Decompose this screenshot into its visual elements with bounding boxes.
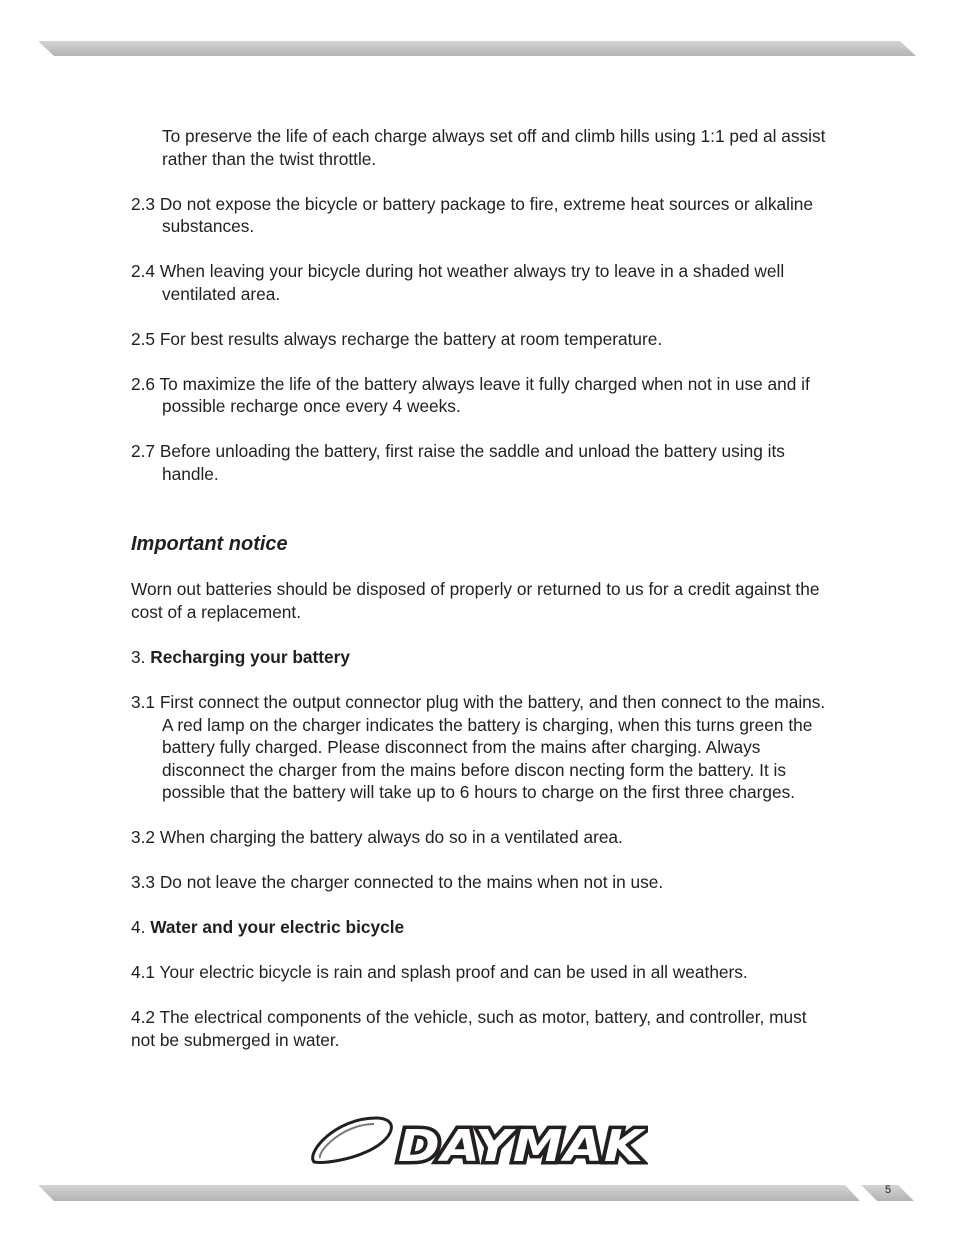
- section-3-number: 3.: [131, 647, 146, 668]
- page-content: [131, 125, 831, 1074]
- section-4-number: 4.: [131, 917, 146, 938]
- paragraph-3-3: 3.3 Do not leave the charger connected to the mains when not in use.: [131, 872, 664, 893]
- section-3-heading: [131, 646, 831, 669]
- bottom-footer-band: [0, 1180, 954, 1210]
- top-header-band: [0, 0, 954, 60]
- section-4-title: Water and your electric bicycle: [150, 917, 405, 938]
- paragraph-4-2: 4.2 The electrical components of the vehicle, such as motor, battery, and controller, must not be submerged in water.: [131, 1007, 807, 1050]
- paragraph-2-3: 2.3 Do not expose the bicycle or battery package to fire, extreme heat sources or alkaline substances.: [131, 193, 814, 237]
- paragraph-2-7: 2.7 Before unloading the battery, first raise the saddle and unload the battery using its handle.: [131, 441, 785, 484]
- paragraph-2-4: 2.4 When leaving your bicycle during hot weather always try to leave in a shaded well ventilated area.: [131, 261, 785, 304]
- paragraph-2-2-continued: To preserve the life of each charge always set off and climb hills using 1:1 ped al assist rather than the twist throttle.: [162, 126, 826, 169]
- paragraph-4-1: 4.1 Your electric bicycle is rain and splash proof and can be used in all weathers.: [131, 962, 748, 983]
- important-notice-heading: Important notice: [131, 533, 288, 556]
- section-3-title: Recharging your battery: [150, 647, 350, 668]
- important-notice-text: Worn out batteries should be disposed of properly or returned to us for a credit against the cost of a replacement.: [131, 579, 820, 623]
- paragraph-2-5: 2.5 For best results always recharge the battery at room temperature.: [131, 328, 663, 349]
- paragraph-3-2: 3.2 When charging the battery always do so in a ventilated area.: [131, 827, 623, 848]
- section-4-heading: [131, 916, 831, 939]
- daymak-logo: [306, 1112, 648, 1168]
- page-number: 5: [884, 1184, 892, 1196]
- paragraph-3-1: 3.1 First connect the output connector plug with the battery, and then connect to the mains. A red lamp on the charger indicates the battery is charging, when this turns green the battery fully charged. Please disconnect from the mains after charging. Always disconnect the charger from the mains before discon necting form the battery. It is possible that the battery will take up to 6 hours to charge on the first three charges.: [131, 692, 826, 803]
- paragraph-2-6: 2.6 To maximize the life of the battery always leave it fully charged when not in use and if possible recharge once every 4 weeks.: [131, 373, 810, 417]
- logo-wordmark: DAYMAK: [398, 1121, 647, 1168]
